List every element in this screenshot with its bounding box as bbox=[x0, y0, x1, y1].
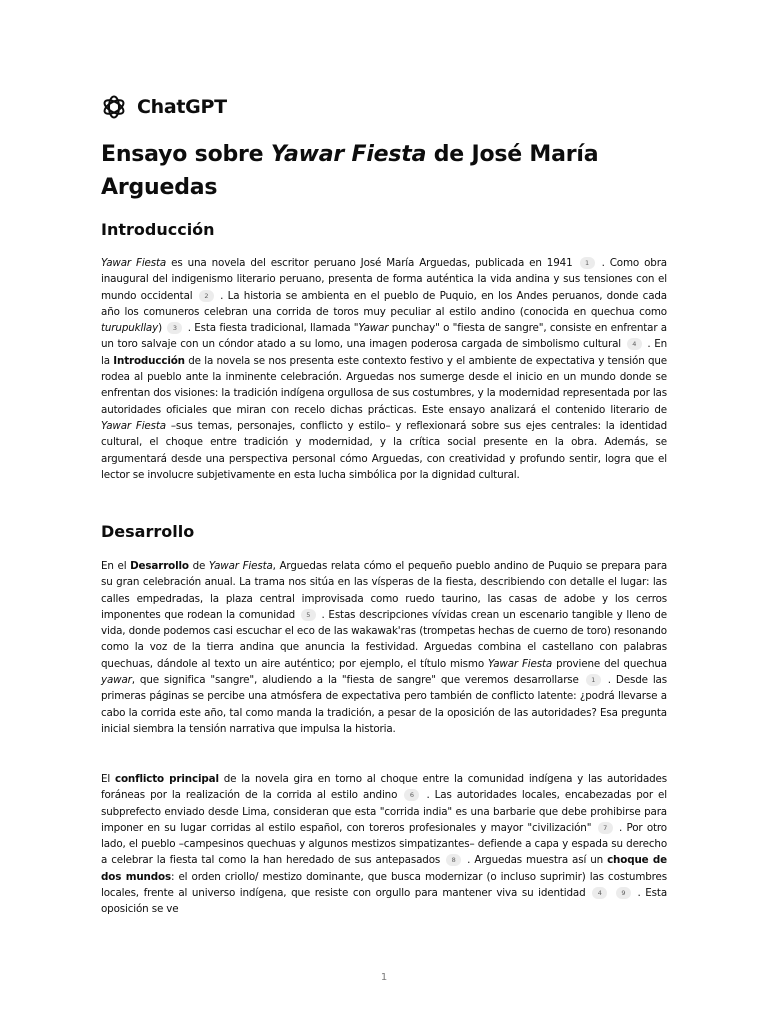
document-title bbox=[101, 138, 667, 204]
citation-badge[interactable]: 8 bbox=[446, 854, 461, 866]
italic-text: yawar bbox=[101, 674, 132, 687]
chatgpt-logo bbox=[101, 94, 227, 120]
bold-text: Desarrollo bbox=[130, 560, 189, 572]
development-paragraph-1 bbox=[101, 558, 667, 737]
text-run: . Desde las primeras páginas se percibe una atmósfera de expectativa pero también de conflicto latente: ¿podrá llevarse a cabo la corrida este año, tal como manda la tradición, a pesar de la oposición de las autoridades? Esa pregunta inicial siembra la tensión narrativa que impulsa la historia. bbox=[101, 674, 667, 735]
italic-text: Yawar Fiesta bbox=[488, 657, 553, 670]
text-run: –sus temas, personajes, conflicto y estilo– y reflexionará sobre sus ejes centrales: la identidad cultural, el choque entre tradición y modernidad, y la crítica social presente en la obra. Además, se argumentará desde una perspectiva personal cómo Arguedas, con creatividad y profundo sentir, logra que el lector se involucre subjetivamente en esta lucha simbólica por la dignidad cultural. bbox=[101, 419, 667, 481]
citation-badge[interactable]: 4 bbox=[627, 338, 642, 350]
text-run: : el orden criollo/ mestizo dominante, que busca modernizar (o incluso suprimir) las costumbres locales, frente al universo indígena, que resiste con orgullo para mantener viva su identidad bbox=[101, 870, 667, 900]
bold-text: conflicto principal bbox=[114, 773, 219, 785]
citation-badge[interactable]: 3 bbox=[167, 322, 182, 334]
citation-badge[interactable]: 1 bbox=[580, 257, 595, 269]
citation-badge[interactable]: 2 bbox=[199, 290, 214, 302]
bold-text: choque de dos mundos bbox=[101, 854, 667, 883]
section-heading-introduccion: Introducción bbox=[101, 220, 215, 239]
text-run: es una novela del escritor peruano José María Arguedas, publicada en 1941 bbox=[166, 257, 578, 269]
text-run: . Esta oposición se ve bbox=[101, 887, 668, 916]
text-run: En el bbox=[101, 560, 131, 572]
logo-text: ChatGPT bbox=[137, 96, 227, 118]
italic-text: turupukllay bbox=[101, 322, 159, 335]
citation-badge[interactable]: 5 bbox=[301, 609, 316, 621]
text-run: . Estas descripciones vívidas crean un escenario tangible y lleno de vida, donde podemos casi escuchar el eco de las wakawak'ras (trompetas hechas de cuerno de toro) resonando como la voz de la tierra andina que anuncia la festividad. Arguedas combina el castellano con palabras quechuas, dándole al texto un aire auténtico; por ejemplo, el título mismo bbox=[101, 608, 667, 670]
text-run: proviene del quechua bbox=[552, 657, 667, 670]
text-run: El bbox=[101, 773, 115, 785]
text-run: . Arguedas muestra así un bbox=[463, 854, 608, 867]
intro-paragraph bbox=[101, 255, 667, 483]
openai-logo-icon bbox=[101, 94, 127, 120]
text-run: ) bbox=[158, 322, 166, 335]
italic-text: Yawar Fiesta bbox=[101, 419, 166, 432]
text-run: de la novela gira en torno al choque entre la comunidad indígena y las autoridades foráneas por la realización de la corrida al estilo andino bbox=[101, 773, 668, 802]
citation-badge[interactable]: 9 bbox=[616, 887, 631, 899]
development-paragraph-2 bbox=[101, 771, 667, 918]
bold-text: Introducción bbox=[113, 354, 185, 367]
citation-badge[interactable]: 6 bbox=[404, 789, 419, 801]
text-run: . Esta fiesta tradicional, llamada " bbox=[184, 322, 359, 335]
italic-text: Yawar Fiesta bbox=[208, 560, 273, 572]
text-run: de la novela se nos presenta este contexto festivo y el ambiente de expectativa y tensión que rodea al pueblo ante la inminente celebración. Arguedas nos sumerge desde el inicio en un mundo donde se enfrentan dos visiones: la tradición indígena orgullosa de sus costumbres, y la modernidad representada por las autoridades oficiales que miran con recelo dichas prácticas. Este ensayo analizará el contenido literario de bbox=[101, 354, 667, 416]
title-part2: de José María Arguedas bbox=[101, 142, 599, 200]
text-run: . Como obra inaugural del indigenismo literario peruano, presenta de forma auténtica la vida andina y sus tensiones con el mundo occidental bbox=[101, 257, 667, 302]
text-run: . La historia se ambienta en el pueblo de Puquio, en los Andes peruanos, donde cada año los comuneros celebran una corrida de toros muy peculiar al estilo andino (conocida en quechua como bbox=[101, 289, 667, 318]
citation-badge[interactable]: 7 bbox=[598, 822, 613, 834]
citation-badge[interactable]: 1 bbox=[586, 674, 601, 686]
text-run: , Arguedas relata cómo el pequeño pueblo andino de Puquio se prepara para su gran celebración anual. La trama nos sitúa en las vísperas de la fiesta, describiendo con detalle el lugar: las calles empedradas, la plaza central improvisada como ruedo taurino, las casas de adobe y los cerros imponentes que rodean la comunidad bbox=[101, 560, 668, 621]
text-run: , que significa "sangre", aludiendo a la "fiesta de sangre" que veremos desarrollarse bbox=[131, 674, 584, 687]
text-run: . En la bbox=[101, 338, 667, 367]
citation-badge[interactable]: 4 bbox=[592, 887, 607, 899]
page-number: 1 bbox=[380, 972, 388, 983]
italic-text: Yawar Fiesta bbox=[101, 257, 167, 269]
text-run: de bbox=[188, 560, 209, 572]
title-part1: Ensayo sobre bbox=[101, 142, 271, 167]
text-run: . Las autoridades locales, encabezadas por el subprefecto enviado desde Lima, consideran que esta "corrida india" es una barbarie que debe prohibirse para imponer en su lugar corridas al estilo español, con toreros profesionales y mayor "civilización" bbox=[101, 789, 667, 834]
title-italic: Yawar Fiesta bbox=[270, 142, 427, 167]
text-run bbox=[609, 887, 614, 899]
italic-text: Yawar bbox=[358, 322, 389, 335]
section-heading-desarrollo: Desarrollo bbox=[101, 522, 195, 541]
text-run: . Por otro lado, el pueblo –campesinos quechuas y algunos mestizos simpatizantes– defiende a capa y espada su derecho a celebrar la fiesta tal como la han heredado de sus antepasados bbox=[101, 821, 667, 867]
text-run: punchay" o "fiesta de sangre", consiste en enfrentar a un toro salvaje con un cóndor atado a su lomo, una imagen poderosa cargada de simbolismo cultural bbox=[101, 322, 667, 351]
